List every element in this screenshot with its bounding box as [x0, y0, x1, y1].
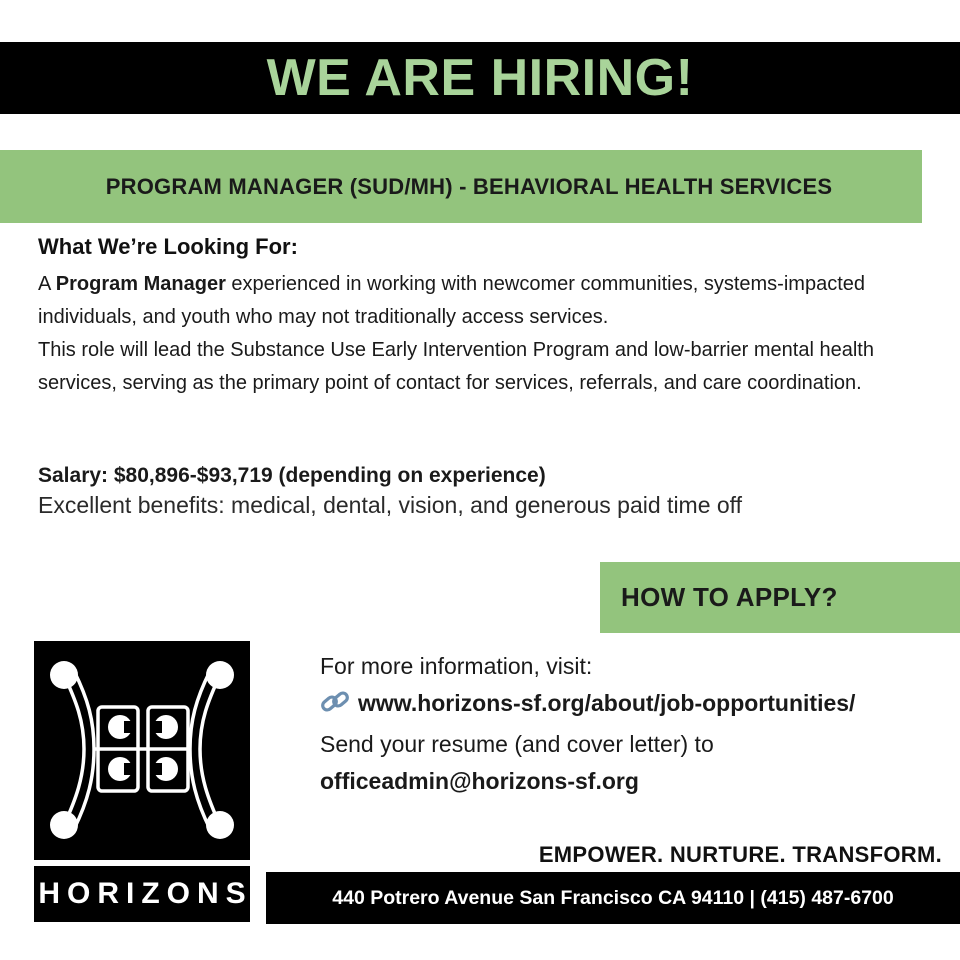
hiring-title: WE ARE HIRING!	[266, 49, 694, 107]
intro-prefix: A	[38, 273, 56, 295]
benefits-line: Excellent benefits: medical, dental, vision, and generous paid time off	[38, 492, 743, 518]
horizons-wordmark-box	[34, 866, 253, 922]
tagline: EMPOWER. NURTURE. TRANSFORM.	[538, 842, 942, 867]
salary-line: Salary: $80,896-$93,719 (depending on experience)	[38, 464, 546, 487]
looking-for-heading: What We’re Looking For:	[38, 234, 298, 259]
address-bar	[266, 872, 960, 924]
job-opportunities-link[interactable]: www.horizons-sf.org/about/job-opportunities/	[358, 690, 856, 716]
contact-info	[320, 648, 940, 800]
link-icon	[320, 689, 350, 726]
how-to-apply-banner	[600, 562, 960, 633]
resume-instruction: Send your resume (and cover letter) to	[320, 731, 714, 757]
horizons-wordmark: HORIZONS	[38, 877, 253, 910]
job-link-line[interactable]	[320, 685, 940, 726]
horizons-logo-mark	[34, 641, 250, 860]
contact-email-link[interactable]: officeadmin@horizons-sf.org	[320, 768, 639, 794]
intro-role-name: Program Manager	[55, 273, 226, 295]
more-info-line: For more information, visit:	[320, 653, 593, 679]
hiring-banner	[0, 42, 960, 114]
how-to-apply-heading: HOW TO APPLY?	[621, 582, 838, 612]
intro-text: experienced in working with newcomer communities, systems-impacted individuals, and youth who may not traditionally access services.	[38, 273, 865, 328]
address-phone: 440 Potrero Avenue San Francisco CA 94110 | (415) 487-6700	[332, 886, 894, 909]
horizons-logo-icon	[34, 641, 250, 860]
job-title: PROGRAM MANAGER (SUD/MH) - BEHAVIORAL HEALTH SERVICES	[105, 173, 833, 199]
job-description	[38, 268, 943, 400]
job-title-banner	[0, 150, 922, 223]
role-text: This role will lead the Substance Use Early Intervention Program and low-barrier mental health services, serving as the primary point of contact for services, referrals, and care coordination.	[38, 339, 874, 394]
